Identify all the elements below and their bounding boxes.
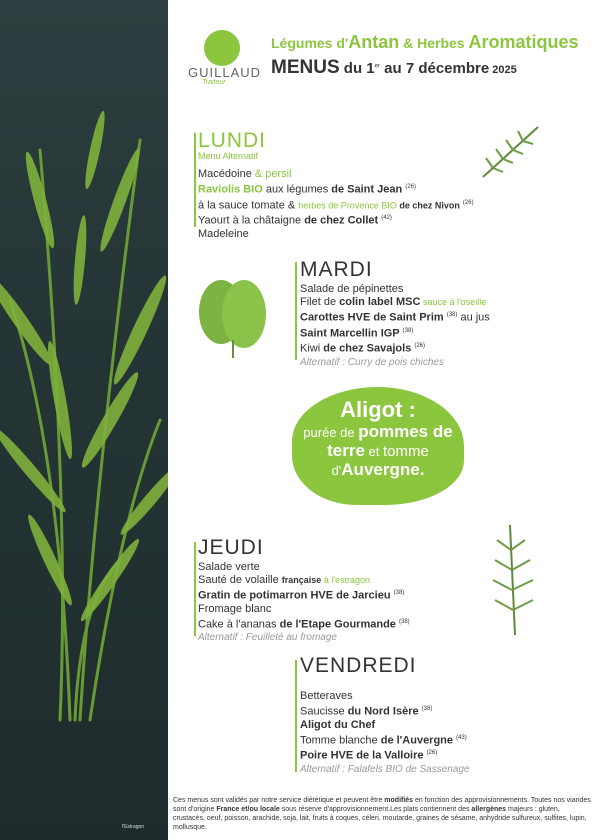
alternative-dish: Alternatif : Curry de pois chiches [300,356,444,368]
logo-subtitle: Traiteur [202,79,226,86]
footer-text: Ces menus sont validés par notre service diététique et peuvent être [173,797,385,804]
dish-origin: française [281,575,322,585]
rosemary-sprig-icon [475,520,549,640]
herb-photo [0,0,168,840]
dept-code: (38) [446,312,458,318]
dish-text: Yaourt à la châtaigne [198,214,305,227]
header [168,0,601,98]
logo-name: GUILLAUD [188,65,262,80]
menu-dates [271,57,517,79]
dish-text: Sauté de volaille [198,574,282,586]
dish-line [300,309,490,325]
dish-highlight: Carottes HVE de Saint Prim [300,311,444,324]
aligot-text: tomme [383,443,429,460]
dish-origin: de chez Collet [304,214,379,227]
footer-emphasis: allergènes [471,806,507,813]
aligot-text: purée de [303,425,359,440]
jeudi-accent-bar [194,542,196,636]
title-part: Antan [348,32,400,52]
dept-code: (26) [414,343,426,350]
dept-code: (26) [426,750,438,757]
footer-text: majeurs : gluten, crustacés, oeuf, poisson, arachide, soja, lait, fruits à coques, céleri, moutarde, graines de sésame, anhydride sulfureux, sulfites, lupin, mollusque. [173,806,587,831]
dept-code: (43) [456,734,467,741]
footer-emphasis: modifiés [384,797,414,804]
aligot-title: Aligot : [340,397,416,422]
date-suffix: er [374,63,380,70]
dish-detail: & persil [251,168,292,180]
footer-emphasis: France et/ou locale [216,806,280,813]
dish-line: Fromage blanc [198,602,272,615]
menus-label: MENUS [271,57,340,78]
photo-credit: l'Estragon [122,824,145,830]
lundi-accent-bar [194,133,196,227]
mardi-accent-bar [295,262,297,360]
alternative-dish: Alternatif : Falafels BIO de Sassenage [300,763,470,775]
dish-text: Saucisse [300,705,348,718]
dish-line [300,703,470,719]
dish-text: Tomme blanche [300,734,381,747]
dish-line [198,616,410,632]
date-part: au 7 décembre [379,60,490,77]
dish-origin: de chez Savajols [323,342,412,355]
dept-code: (38) [398,618,410,625]
dish-line: Madeleine [198,227,249,240]
vendredi-accent-bar [295,660,297,772]
aligot-line [292,423,464,442]
tarragon-illustration [0,0,168,840]
aligot-highlight [292,387,464,505]
dish-highlight: colin label MSC [339,296,421,308]
dish-origin: du Nord Isère [347,705,419,718]
dish-detail: herbes de Provence BIO [298,200,397,211]
dish-detail: sauce à l'oseille [420,297,487,307]
dept-code: (38) [421,706,433,712]
rosemary-icon [478,122,546,182]
dish-text: à la sauce tomate & [198,199,299,212]
title-part: & Herbes [399,35,469,51]
dish-text: Raviolis BIO [198,183,263,196]
dept-code: (42) [381,215,392,222]
dish-line [300,747,470,763]
year: 2025 [489,64,517,76]
dish-text: Macédoine [198,168,252,180]
title-part: Légumes d' [271,35,349,51]
dish-line [198,574,410,587]
dish-origin: du Chef [334,718,376,731]
dish-line [300,340,490,356]
dish-line [198,168,474,181]
footer-text: sous réserve d'approvisionnement.Les plats contiennent des [279,806,472,813]
dish-text: au jus [457,311,490,324]
aligot-text: d' [331,463,342,478]
logo-icon [204,30,240,66]
aligot-line [292,442,464,461]
date-part: du 1 [339,60,375,77]
dept-code: (38) [393,590,405,596]
dish-origin: de chez Nivon [396,200,460,211]
dish-line [300,296,490,309]
alternative-dish: Alternatif : Feuilleté au fromage [198,632,337,644]
day-title: LUNDI [198,129,267,152]
sorrel-leaves-icon [196,270,270,358]
dish-text: Filet de [300,296,340,308]
footer-text: en fonction des approvisionnements. Toutes nos viandes sont d'origine [173,797,591,813]
dish-text: aux légumes [262,183,332,196]
dish-highlight: Poire HVE de la Valloire [300,749,424,762]
dish-origin: de l'Etape Gourmande [279,618,396,631]
aligot-text: Auvergne. [341,460,425,479]
day-title: VENDREDI [300,654,417,677]
aligot-line [292,461,464,480]
dish-line [300,325,490,341]
aligot-text: et [364,444,384,459]
day-jeudi [198,536,410,644]
dish-line [198,197,474,213]
dish-text: Cake à l'ananas [198,618,280,631]
dept-code: (38) [402,327,414,334]
dept-code: (26) [462,199,474,206]
dish-highlight: Saint Marcellin IGP [300,327,400,340]
day-title: MARDI [300,258,373,281]
dish-origin: de l'Auvergne [380,734,454,747]
dish-highlight: Aligot [300,718,335,731]
dept-code: (26) [405,184,416,190]
dish-line [300,719,470,732]
dish-line [300,732,470,748]
aligot-text: pommes de [358,422,453,441]
footer-notice [173,796,593,832]
day-title: JEUDI [198,536,264,559]
dish-line: Salade de pépinettes [300,283,404,295]
dish-detail: à l'estragon [321,575,371,585]
day-lundi [198,129,474,241]
dish-line [198,587,410,603]
aligot-text: terre [327,441,365,460]
theme-title [271,32,579,53]
dish-text: Kiwi [300,342,324,355]
day-mardi [300,258,490,369]
dish-line [198,212,474,228]
dish-line: Betteraves [300,690,353,702]
dish-line [198,181,474,197]
dish-highlight: Gratin de potimarron HVE de Jarcieu [198,589,391,602]
menu-alternatif-label: Menu Alternatif [198,151,259,161]
day-vendredi [300,654,470,776]
title-part: Aromatiques [468,32,579,52]
dish-origin: de Saint Jean [331,183,403,196]
dish-line: Salade verte [198,561,260,573]
